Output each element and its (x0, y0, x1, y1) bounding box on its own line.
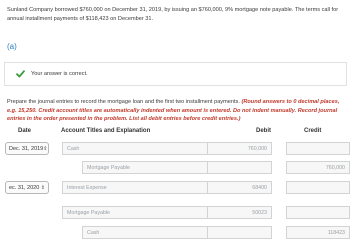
debit-input-row-3[interactable]: 68400 (207, 181, 272, 194)
instructions-main: Prepare the journal entries to record the mortgage loan and the first two installment payments. (7, 99, 240, 105)
credit-input-row-3[interactable] (286, 181, 350, 194)
header-date: Date (18, 128, 32, 134)
header-credit: Credit (304, 128, 322, 134)
problem-statement: Sunland Company borrowed $760,000 on December 31, 2019, by issuing an $760,000, 9% mortgage note payable. The terms call for annual installment payments of $118,423 on December 31. (7, 7, 339, 22)
credit-input-row-1[interactable] (286, 142, 350, 155)
instructions-note: (Round answers to 0 decimal places, e.g. 15,250. Credit account titles are automatically indented when amount is entered. Do not indent manually. Record journal entries in the order presented in the problem. List all debit entries before credit entries.) (7, 99, 340, 122)
correct-answer-banner (4, 62, 347, 86)
part-label: (a) (7, 42, 17, 51)
date-value: ec. 31, 2020 (9, 184, 40, 191)
checkmark-icon (15, 69, 25, 79)
updown-arrows-icon: ⇕ (43, 145, 48, 152)
account-input-row-4[interactable]: Mortgage Payable (62, 206, 252, 219)
credit-input-row-4[interactable] (286, 206, 350, 219)
account-input-row-3[interactable]: Interest Expense (62, 181, 252, 194)
date-value: Dec. 31, 2019 (9, 145, 44, 152)
account-input-row-2[interactable]: Mortgage Payable (82, 161, 252, 174)
instructions (7, 98, 347, 124)
debit-input-row-4[interactable]: 50023 (207, 206, 272, 219)
debit-input-row-5[interactable] (207, 226, 272, 239)
header-account: Account Titles and Explanation (61, 128, 151, 134)
correct-message: Your answer is correct. (31, 71, 88, 77)
account-input-row-5[interactable]: Cash (82, 226, 252, 239)
debit-input-row-2[interactable] (207, 161, 272, 174)
updown-arrows-icon: ⇕ (40, 184, 45, 191)
date-select-row-1[interactable] (5, 142, 49, 155)
debit-input-row-1[interactable]: 760,000 (207, 142, 272, 155)
credit-input-row-2[interactable]: 760,000 (286, 161, 350, 174)
account-input-row-1[interactable]: Cash (62, 142, 252, 155)
date-select-row-3[interactable] (5, 181, 49, 194)
credit-input-row-5[interactable]: 118423 (286, 226, 350, 239)
header-debit: Debit (256, 128, 271, 134)
